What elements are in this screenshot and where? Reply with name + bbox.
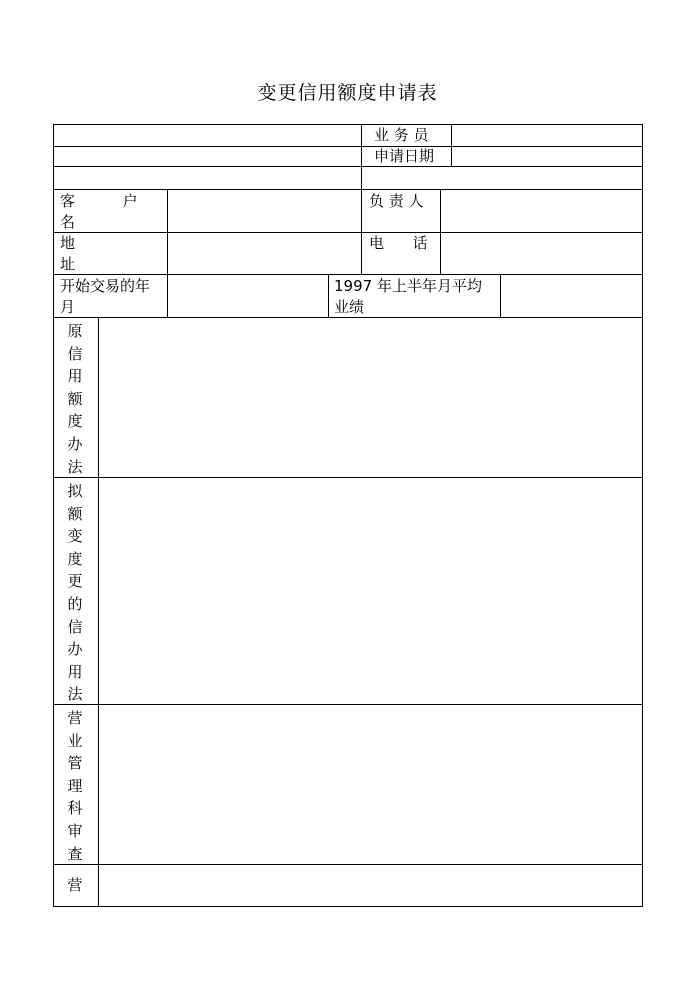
row-line — [53, 166, 643, 167]
avg-performance-field[interactable] — [501, 275, 642, 316]
proposed-method-field[interactable] — [99, 478, 642, 703]
last-field[interactable] — [99, 865, 642, 905]
label-manager: 负 责 人 — [369, 192, 424, 210]
salesperson-field[interactable] — [452, 125, 642, 145]
manager-field[interactable] — [441, 190, 642, 231]
col-line — [361, 189, 362, 274]
label-address: 地 — [60, 234, 76, 252]
label-start-trade: 开始交易的年 — [60, 277, 151, 295]
address-field[interactable] — [168, 233, 360, 273]
label-avg-performance: 1997 年上半年月平均 — [334, 277, 482, 295]
phone-field[interactable] — [441, 233, 642, 273]
section-original-method: 原信用额度办法 — [67, 322, 83, 476]
customer-name-field[interactable] — [168, 190, 360, 231]
label-phone: 电 话 — [369, 234, 428, 252]
label-salesperson: 业 务 员 — [374, 126, 429, 144]
original-method-field[interactable] — [99, 318, 642, 476]
label-avg-performance-2: 业绩 — [334, 298, 365, 316]
label-start-trade-2: 月 — [60, 298, 76, 316]
customer-top-field[interactable] — [54, 125, 360, 145]
start-trade-field[interactable] — [168, 275, 327, 316]
form-title: 变更信用额度申请表 — [257, 82, 438, 104]
col-line — [361, 124, 362, 189]
apply-date-field[interactable] — [452, 147, 642, 165]
sales-review-field[interactable] — [99, 705, 642, 863]
label-apply-date: 申请日期 — [374, 147, 435, 165]
label-customer-name-2: 名 — [60, 213, 76, 231]
section-last: 营 — [67, 876, 83, 894]
section-sales-review: 营业管理科审查 — [67, 709, 83, 863]
col-line — [328, 274, 329, 317]
section-proposed-method: 拟额变度更的信办用法 — [67, 482, 83, 704]
label-address-2: 址 — [60, 255, 76, 273]
label-customer-name: 客 户 — [60, 192, 138, 210]
